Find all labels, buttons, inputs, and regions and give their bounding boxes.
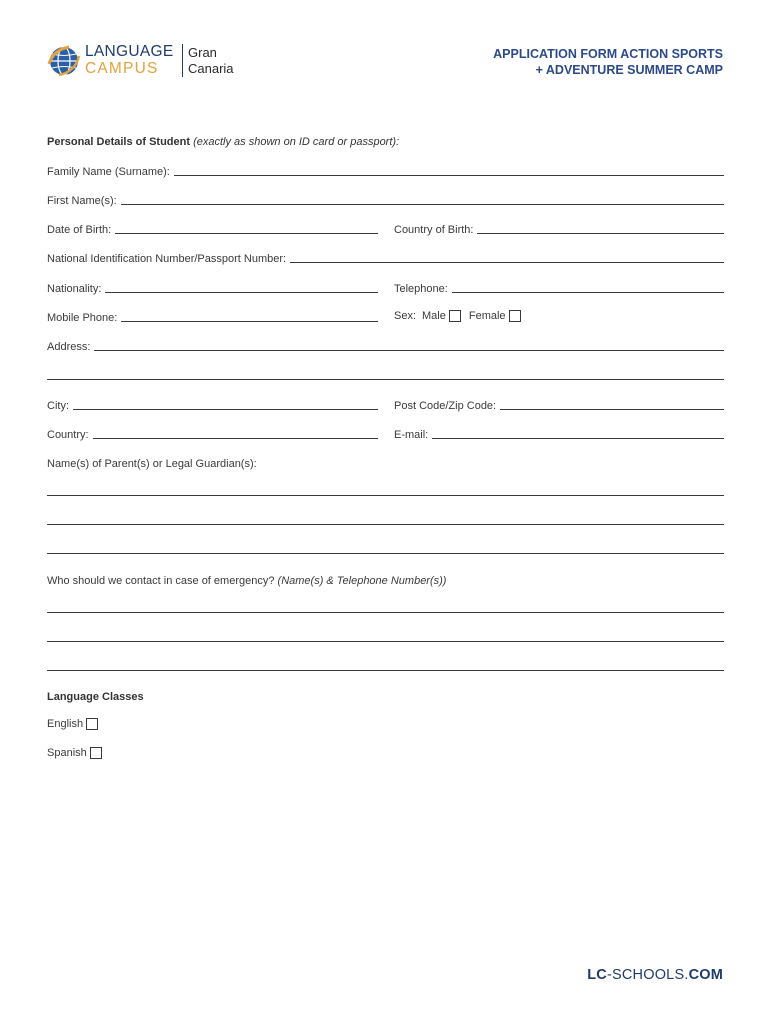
spanish-checkbox[interactable] bbox=[90, 747, 102, 759]
footer-website-lc: LC bbox=[587, 967, 607, 983]
footer-website-schools: -SCHOOLS. bbox=[606, 967, 689, 983]
male-label: Male bbox=[422, 310, 446, 322]
guardians-line-1[interactable] bbox=[47, 495, 724, 496]
country-field[interactable] bbox=[47, 427, 378, 441]
first-names-label: First Name(s): bbox=[47, 195, 117, 207]
address-line-2[interactable] bbox=[47, 379, 724, 380]
mobile-phone-label: Mobile Phone: bbox=[47, 312, 118, 324]
family-name-field[interactable] bbox=[47, 164, 724, 178]
personal-details-heading bbox=[47, 136, 399, 148]
guardians-line-2[interactable] bbox=[47, 524, 724, 525]
guardians-line-3[interactable] bbox=[47, 553, 724, 554]
city-field[interactable] bbox=[47, 398, 378, 412]
personal-details-heading-note: (exactly as shown on ID card or passport): bbox=[193, 136, 400, 148]
nationality-field[interactable] bbox=[47, 281, 378, 295]
postcode-field[interactable] bbox=[394, 398, 724, 412]
email-line[interactable] bbox=[432, 429, 724, 439]
national-id-field[interactable] bbox=[47, 251, 724, 265]
country-of-birth-line[interactable] bbox=[477, 224, 724, 234]
spanish-option bbox=[47, 747, 102, 759]
postcode-label: Post Code/Zip Code: bbox=[394, 400, 497, 412]
form-title-line2: + ADVENTURE SUMMER CAMP bbox=[535, 63, 723, 77]
telephone-label: Telephone: bbox=[394, 283, 448, 295]
logo-location-canaria: Canaria bbox=[188, 61, 234, 76]
date-of-birth-field[interactable] bbox=[47, 222, 378, 236]
globe-icon bbox=[47, 44, 81, 78]
nationality-label: Nationality: bbox=[47, 283, 102, 295]
english-checkbox[interactable] bbox=[86, 718, 98, 730]
page-header bbox=[0, 0, 770, 120]
telephone-field[interactable] bbox=[394, 281, 724, 295]
national-id-label: National Identification Number/Passport Number: bbox=[47, 253, 287, 265]
form-title bbox=[493, 46, 723, 78]
personal-details-heading-text: Personal Details of Student bbox=[47, 136, 191, 148]
family-name-label: Family Name (Surname): bbox=[47, 166, 170, 178]
postcode-line[interactable] bbox=[500, 400, 724, 410]
emergency-contact-text: Who should we contact in case of emergency? bbox=[47, 575, 275, 587]
footer-website bbox=[587, 967, 723, 983]
emergency-line-3[interactable] bbox=[47, 670, 724, 671]
email-label: E-mail: bbox=[394, 429, 429, 441]
english-option bbox=[47, 718, 98, 730]
address-line-1[interactable] bbox=[94, 341, 724, 351]
form-title-line1: APPLICATION FORM ACTION SPORTS bbox=[493, 47, 723, 61]
national-id-line[interactable] bbox=[290, 253, 724, 263]
city-line[interactable] bbox=[73, 400, 378, 410]
emergency-line-2[interactable] bbox=[47, 641, 724, 642]
sex-field bbox=[394, 310, 521, 322]
email-field[interactable] bbox=[394, 427, 724, 441]
mobile-phone-line[interactable] bbox=[121, 312, 378, 322]
logo-word-campus: CAMPUS bbox=[85, 60, 159, 77]
first-names-line[interactable] bbox=[121, 195, 724, 205]
guardians-label: Name(s) of Parent(s) or Legal Guardian(s): bbox=[47, 458, 257, 470]
first-names-field[interactable] bbox=[47, 193, 724, 207]
sex-label: Sex: bbox=[394, 310, 417, 322]
female-label: Female bbox=[468, 310, 506, 322]
city-label: City: bbox=[47, 400, 69, 412]
country-of-birth-field[interactable] bbox=[394, 222, 724, 236]
telephone-line[interactable] bbox=[452, 283, 724, 293]
logo-location-gran: Gran bbox=[188, 45, 217, 60]
country-of-birth-label: Country of Birth: bbox=[394, 224, 474, 236]
english-label: English bbox=[47, 718, 84, 730]
language-classes-heading: Language Classes bbox=[47, 691, 144, 703]
logo-divider bbox=[182, 44, 183, 77]
logo-word-language: LANGUAGE bbox=[85, 43, 174, 60]
language-campus-logo bbox=[47, 42, 247, 82]
address-label: Address: bbox=[47, 341, 91, 353]
male-checkbox[interactable] bbox=[449, 310, 461, 322]
emergency-contact-note: (Name(s) & Telephone Number(s)) bbox=[277, 575, 447, 587]
date-of-birth-label: Date of Birth: bbox=[47, 224, 112, 236]
nationality-line[interactable] bbox=[105, 283, 378, 293]
spanish-label: Spanish bbox=[47, 747, 87, 759]
family-name-line[interactable] bbox=[174, 166, 724, 176]
emergency-line-1[interactable] bbox=[47, 612, 724, 613]
mobile-phone-field[interactable] bbox=[47, 310, 378, 324]
country-label: Country: bbox=[47, 429, 89, 441]
date-of-birth-line[interactable] bbox=[115, 224, 378, 234]
emergency-contact-label bbox=[47, 575, 446, 587]
address-field[interactable] bbox=[47, 339, 724, 353]
footer-website-com: COM bbox=[688, 967, 723, 983]
female-checkbox[interactable] bbox=[509, 310, 521, 322]
country-line[interactable] bbox=[93, 429, 378, 439]
